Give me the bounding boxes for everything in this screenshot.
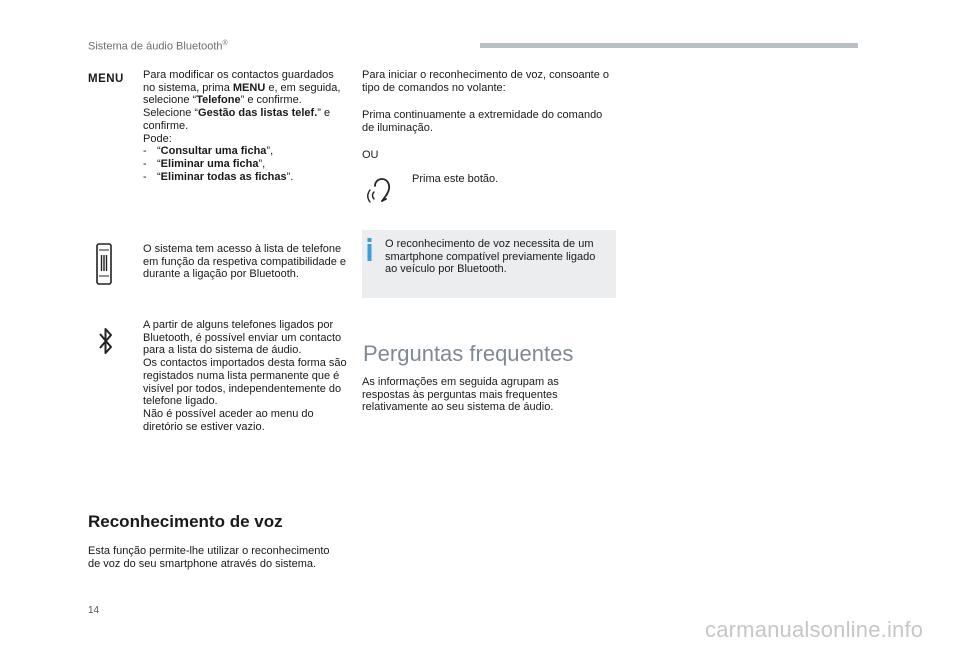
phonebook-access-paragraph: O sistema tem acesso à lista de telefone em função da respetiva compatibilidade e durante a ligação por Bluetooth. [143,243,347,281]
voice-command-icon [366,172,400,211]
section-heading-faq: Perguntas frequentes [363,341,574,366]
phone-icon [94,243,114,290]
press-button-paragraph: Prima este botão. [412,173,499,185]
registered-mark: ® [222,40,228,47]
voice-start-paragraph: Para iniciar o reconhecimento de voz, consoante o tipo de comandos no volante: [362,69,610,94]
lighting-stalk-paragraph: Prima continuamente a extremidade do comando de iluminação. [362,109,603,134]
running-header-text: Sistema de áudio Bluetooth [88,40,223,53]
menu-button-label: MENU [88,73,124,85]
info-note-text: O reconhecimento de voz necessita de um smartphone compatível previamente ligado ao veículo por Bluetooth. [385,238,596,276]
contacts-edit-paragraph: Para modificar os contactos guardados no sistema, prima MENU e, em seguida, selecione “Telefone” e confirme. Selecione “Gestão das listas telef.” e confirme. Pode: - “Consultar uma ficha”, - “Eliminar uma ficha”, - “Eliminar todas as fichas”. [143,69,348,183]
list-item: - “Eliminar todas as fichas”. [143,171,348,184]
page-number: 14 [88,605,100,616]
running-header [88,40,228,53]
or-label: OU [362,149,379,161]
faq-intro-paragraph: As informações em seguida agrupam as respostas às perguntas mais frequentes relativamente ao seu sistema de áudio. [362,376,559,414]
section-heading-voice: Reconhecimento de voz [88,512,283,531]
options-list [143,145,348,183]
voice-intro-paragraph: Esta função permite-lhe utilizar o reconhecimento de voz do seu smartphone através do sistema. [88,545,330,570]
header-bar [480,43,858,48]
list-item: - “Consultar uma ficha”, [143,145,348,158]
list-item: - “Eliminar uma ficha”, [143,158,348,171]
info-icon [366,238,373,261]
bluetooth-icon [98,327,114,360]
watermark: carmanualsonline.info [705,617,924,642]
bluetooth-contacts-paragraph: A partir de alguns telefones ligados por Bluetooth, é possível enviar um contacto para a lista do sistema de áudio. Os contactos importados desta forma são registados numa lista permanente que é visível por todos, independentemente do telefone ligado. Não é possível aceder ao menu do diretório se estiver vazio. [143,319,347,433]
